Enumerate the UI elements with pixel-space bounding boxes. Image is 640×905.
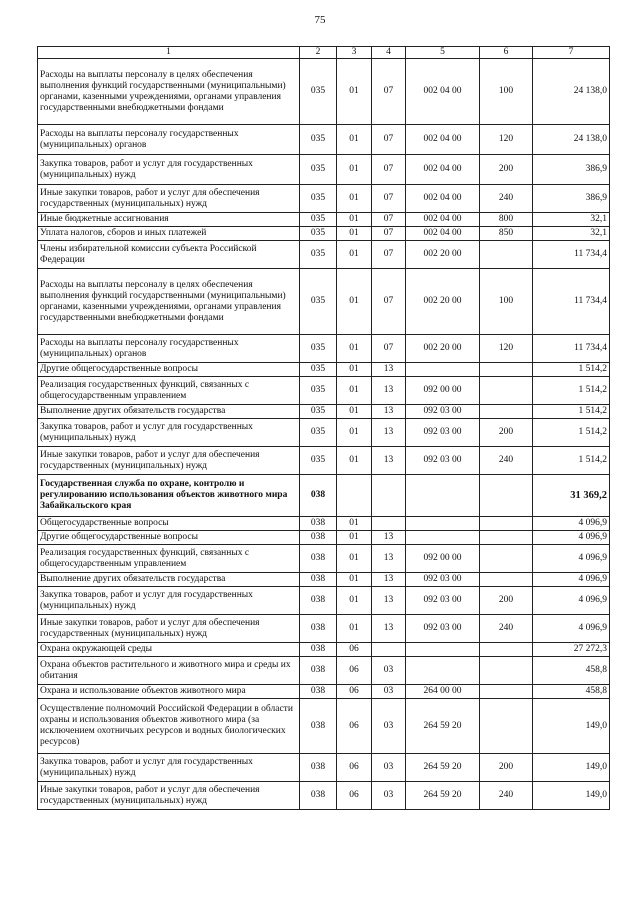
row-sum-cell: 4 096,9 <box>533 517 610 531</box>
row-sum-cell: 386,9 <box>533 185 610 213</box>
row-csr-cell: 092 03 00 <box>406 405 480 419</box>
row-vr-cell: 800 <box>480 213 533 227</box>
row-csr-cell: 264 59 20 <box>406 699 480 754</box>
row-csr-cell: 002 04 00 <box>406 125 480 155</box>
row-pr-cell: 07 <box>372 185 406 213</box>
row-name-cell: Расходы на выплаты персоналу государственных (муниципальных) органов <box>38 125 300 155</box>
row-name-cell: Иные бюджетные ассигнования <box>38 213 300 227</box>
row-csr-cell: 092 03 00 <box>406 587 480 615</box>
row-pr-cell: 07 <box>372 227 406 241</box>
row-sum-cell: 31 369,2 <box>533 475 610 517</box>
table-row <box>38 227 610 241</box>
row-pr-cell: 07 <box>372 125 406 155</box>
table-row <box>38 545 610 573</box>
row-sum-cell: 149,0 <box>533 782 610 810</box>
row-name-cell: Общегосударственные вопросы <box>38 517 300 531</box>
row-name-cell: Выполнение других обязательств государства <box>38 405 300 419</box>
row-sum-cell: 1 514,2 <box>533 419 610 447</box>
row-pr-cell: 13 <box>372 447 406 475</box>
row-rz-cell: 01 <box>337 545 372 573</box>
row-sum-cell: 24 138,0 <box>533 59 610 125</box>
row-vr-cell <box>480 475 533 517</box>
row-sum-cell: 1 514,2 <box>533 363 610 377</box>
row-vr-cell: 120 <box>480 335 533 363</box>
row-name-cell: Расходы на выплаты персоналу государственных (муниципальных) органов <box>38 335 300 363</box>
row-name-cell: Закупка товаров, работ и услуг для государственных (муниципальных) нужд <box>38 419 300 447</box>
row-ved-cell: 038 <box>300 573 337 587</box>
row-sum-cell: 11 734,4 <box>533 269 610 335</box>
row-sum-cell: 458,8 <box>533 685 610 699</box>
row-csr-cell: 002 04 00 <box>406 185 480 213</box>
row-pr-cell: 13 <box>372 377 406 405</box>
row-csr-cell <box>406 531 480 545</box>
row-name-cell: Расходы на выплаты персоналу в целях обеспечения выполнения функций государственными (муниципальными) органами, казенными учреждениями, органами управления государственными внебюджетными фондами <box>38 269 300 335</box>
row-rz-cell: 01 <box>337 59 372 125</box>
row-rz-cell: 01 <box>337 185 372 213</box>
row-ved-cell: 038 <box>300 685 337 699</box>
row-vr-cell <box>480 657 533 685</box>
row-ved-cell: 035 <box>300 419 337 447</box>
row-ved-cell: 035 <box>300 377 337 405</box>
row-vr-cell <box>480 363 533 377</box>
row-vr-cell <box>480 405 533 419</box>
row-rz-cell: 01 <box>337 125 372 155</box>
row-vr-cell: 200 <box>480 754 533 782</box>
row-ved-cell: 038 <box>300 475 337 517</box>
row-ved-cell: 038 <box>300 545 337 573</box>
table-row <box>38 241 610 269</box>
row-sum-cell: 32,1 <box>533 213 610 227</box>
row-vr-cell <box>480 517 533 531</box>
row-name-cell: Государственная служба по охране, контролю и регулированию использования объектов животного мира Забайкальского края <box>38 475 300 517</box>
row-sum-cell: 149,0 <box>533 699 610 754</box>
table-row <box>38 419 610 447</box>
row-vr-cell <box>480 685 533 699</box>
row-vr-cell: 240 <box>480 782 533 810</box>
row-ved-cell: 035 <box>300 269 337 335</box>
row-sum-cell: 149,0 <box>533 754 610 782</box>
row-pr-cell: 03 <box>372 782 406 810</box>
row-rz-cell: 01 <box>337 335 372 363</box>
row-csr-cell: 002 04 00 <box>406 227 480 241</box>
row-pr-cell: 13 <box>372 419 406 447</box>
row-name-cell: Закупка товаров, работ и услуг для государственных (муниципальных) нужд <box>38 754 300 782</box>
row-ved-cell: 035 <box>300 213 337 227</box>
row-rz-cell: 01 <box>337 531 372 545</box>
row-name-cell: Охрана и использование объектов животного мира <box>38 685 300 699</box>
row-vr-cell <box>480 573 533 587</box>
row-sum-cell: 1 514,2 <box>533 377 610 405</box>
table-row <box>38 685 610 699</box>
row-csr-cell: 264 59 20 <box>406 782 480 810</box>
row-sum-cell: 1 514,2 <box>533 405 610 419</box>
row-sum-cell: 27 272,3 <box>533 643 610 657</box>
table-row <box>38 699 610 754</box>
row-pr-cell: 13 <box>372 405 406 419</box>
table-row <box>38 269 610 335</box>
row-vr-cell <box>480 531 533 545</box>
row-sum-cell: 32,1 <box>533 227 610 241</box>
row-csr-cell <box>406 643 480 657</box>
row-sum-cell: 4 096,9 <box>533 545 610 573</box>
header-col-5: 5 <box>406 47 480 59</box>
row-rz-cell: 06 <box>337 657 372 685</box>
row-name-cell: Уплата налогов, сборов и иных платежей <box>38 227 300 241</box>
row-ved-cell: 038 <box>300 517 337 531</box>
table-row <box>38 587 610 615</box>
row-ved-cell: 035 <box>300 155 337 185</box>
row-pr-cell <box>372 517 406 531</box>
row-pr-cell: 13 <box>372 615 406 643</box>
row-name-cell: Другие общегосударственные вопросы <box>38 363 300 377</box>
row-pr-cell: 07 <box>372 241 406 269</box>
row-name-cell: Закупка товаров, работ и услуг для государственных (муниципальных) нужд <box>38 587 300 615</box>
row-rz-cell: 01 <box>337 587 372 615</box>
row-csr-cell: 002 20 00 <box>406 241 480 269</box>
table-row <box>38 125 610 155</box>
row-name-cell: Выполнение других обязательств государства <box>38 573 300 587</box>
table-row <box>38 447 610 475</box>
row-vr-cell <box>480 545 533 573</box>
row-pr-cell: 13 <box>372 363 406 377</box>
row-ved-cell: 035 <box>300 59 337 125</box>
table-row <box>38 615 610 643</box>
table-row <box>38 517 610 531</box>
row-pr-cell <box>372 643 406 657</box>
row-vr-cell <box>480 643 533 657</box>
row-rz-cell: 06 <box>337 699 372 754</box>
row-rz-cell: 01 <box>337 615 372 643</box>
row-rz-cell: 06 <box>337 643 372 657</box>
row-rz-cell: 06 <box>337 754 372 782</box>
row-name-cell: Расходы на выплаты персоналу в целях обеспечения выполнения функций государственными (муниципальными) органами, казенными учреждениями, органами управления государственными внебюджетными фондами <box>38 59 300 125</box>
row-name-cell: Иные закупки товаров, работ и услуг для обеспечения государственных (муниципальных) нужд <box>38 447 300 475</box>
row-vr-cell <box>480 699 533 754</box>
row-sum-cell: 11 734,4 <box>533 241 610 269</box>
row-name-cell: Другие общегосударственные вопросы <box>38 531 300 545</box>
row-name-cell: Иные закупки товаров, работ и услуг для обеспечения государственных (муниципальных) нужд <box>38 185 300 213</box>
row-pr-cell: 03 <box>372 657 406 685</box>
row-csr-cell: 002 04 00 <box>406 213 480 227</box>
row-ved-cell: 038 <box>300 615 337 643</box>
row-name-cell: Члены избирательной комиссии субъекта Российской Федерации <box>38 241 300 269</box>
row-ved-cell: 035 <box>300 447 337 475</box>
row-pr-cell: 13 <box>372 545 406 573</box>
row-rz-cell: 01 <box>337 363 372 377</box>
row-csr-cell: 264 59 20 <box>406 754 480 782</box>
row-rz-cell: 01 <box>337 227 372 241</box>
table-row <box>38 213 610 227</box>
row-rz-cell: 01 <box>337 377 372 405</box>
row-sum-cell: 24 138,0 <box>533 125 610 155</box>
row-csr-cell: 092 03 00 <box>406 419 480 447</box>
row-pr-cell: 07 <box>372 269 406 335</box>
row-rz-cell: 01 <box>337 155 372 185</box>
row-ved-cell: 038 <box>300 587 337 615</box>
table-row <box>38 573 610 587</box>
row-rz-cell: 01 <box>337 419 372 447</box>
row-name-cell: Иные закупки товаров, работ и услуг для обеспечения государственных (муниципальных) нужд <box>38 782 300 810</box>
header-col-4: 4 <box>372 47 406 59</box>
row-pr-cell: 03 <box>372 699 406 754</box>
header-col-1: 1 <box>38 47 300 59</box>
row-sum-cell: 386,9 <box>533 155 610 185</box>
row-csr-cell: 264 00 00 <box>406 685 480 699</box>
table-row <box>38 643 610 657</box>
row-name-cell: Реализация государственных функций, связанных с общегосударственным управлением <box>38 545 300 573</box>
row-pr-cell <box>372 475 406 517</box>
row-pr-cell: 13 <box>372 587 406 615</box>
row-rz-cell <box>337 475 372 517</box>
row-rz-cell: 06 <box>337 782 372 810</box>
row-vr-cell: 200 <box>480 587 533 615</box>
row-vr-cell: 850 <box>480 227 533 241</box>
budget-table <box>37 46 610 810</box>
row-csr-cell: 002 20 00 <box>406 335 480 363</box>
row-pr-cell: 03 <box>372 754 406 782</box>
row-pr-cell: 13 <box>372 573 406 587</box>
table-row <box>38 363 610 377</box>
row-sum-cell: 4 096,9 <box>533 573 610 587</box>
row-rz-cell: 06 <box>337 685 372 699</box>
row-pr-cell: 07 <box>372 59 406 125</box>
row-csr-cell: 092 03 00 <box>406 447 480 475</box>
header-col-6: 6 <box>480 47 533 59</box>
row-sum-cell: 1 514,2 <box>533 447 610 475</box>
row-pr-cell: 03 <box>372 685 406 699</box>
row-name-cell: Осуществление полномочий Российской Федерации в области охраны и использования объектов животного мира (за исключением охотничьих ресурсов и водных биологических ресурсов) <box>38 699 300 754</box>
row-csr-cell <box>406 363 480 377</box>
row-ved-cell: 035 <box>300 335 337 363</box>
row-sum-cell: 4 096,9 <box>533 531 610 545</box>
table-row <box>38 475 610 517</box>
row-pr-cell: 07 <box>372 213 406 227</box>
row-csr-cell: 092 03 00 <box>406 573 480 587</box>
row-name-cell: Иные закупки товаров, работ и услуг для обеспечения государственных (муниципальных) нужд <box>38 615 300 643</box>
row-rz-cell: 01 <box>337 405 372 419</box>
row-csr-cell: 092 00 00 <box>406 377 480 405</box>
table-row <box>38 377 610 405</box>
row-vr-cell: 120 <box>480 125 533 155</box>
row-ved-cell: 038 <box>300 657 337 685</box>
row-csr-cell: 002 04 00 <box>406 59 480 125</box>
row-rz-cell: 01 <box>337 447 372 475</box>
row-rz-cell: 01 <box>337 269 372 335</box>
row-csr-cell <box>406 475 480 517</box>
row-rz-cell: 01 <box>337 241 372 269</box>
row-rz-cell: 01 <box>337 517 372 531</box>
row-vr-cell: 240 <box>480 615 533 643</box>
row-vr-cell: 100 <box>480 269 533 335</box>
row-ved-cell: 035 <box>300 405 337 419</box>
row-csr-cell: 002 04 00 <box>406 155 480 185</box>
table-row <box>38 185 610 213</box>
table-row <box>38 405 610 419</box>
header-col-2: 2 <box>300 47 337 59</box>
row-ved-cell: 038 <box>300 754 337 782</box>
row-ved-cell: 035 <box>300 185 337 213</box>
row-ved-cell: 038 <box>300 643 337 657</box>
row-rz-cell: 01 <box>337 213 372 227</box>
row-sum-cell: 11 734,4 <box>533 335 610 363</box>
row-pr-cell: 07 <box>372 335 406 363</box>
row-pr-cell: 07 <box>372 155 406 185</box>
page-number: 75 <box>314 14 326 26</box>
row-ved-cell: 038 <box>300 699 337 754</box>
row-vr-cell: 200 <box>480 419 533 447</box>
row-sum-cell: 4 096,9 <box>533 587 610 615</box>
row-name-cell: Реализация государственных функций, связанных с общегосударственным управлением <box>38 377 300 405</box>
row-csr-cell: 092 00 00 <box>406 545 480 573</box>
table-row <box>38 657 610 685</box>
table-header-row <box>38 47 610 59</box>
row-name-cell: Закупка товаров, работ и услуг для государственных (муниципальных) нужд <box>38 155 300 185</box>
row-vr-cell: 200 <box>480 155 533 185</box>
row-name-cell: Охрана окружающей среды <box>38 643 300 657</box>
row-sum-cell: 458,8 <box>533 657 610 685</box>
row-ved-cell: 035 <box>300 227 337 241</box>
row-csr-cell <box>406 517 480 531</box>
table-row <box>38 59 610 125</box>
header-col-7: 7 <box>533 47 610 59</box>
table-row <box>38 782 610 810</box>
row-vr-cell <box>480 377 533 405</box>
row-vr-cell <box>480 241 533 269</box>
header-col-3: 3 <box>337 47 372 59</box>
row-vr-cell: 240 <box>480 185 533 213</box>
table-row <box>38 155 610 185</box>
row-vr-cell: 100 <box>480 59 533 125</box>
row-csr-cell: 092 03 00 <box>406 615 480 643</box>
row-rz-cell: 01 <box>337 573 372 587</box>
table-row <box>38 754 610 782</box>
row-ved-cell: 035 <box>300 241 337 269</box>
row-ved-cell: 035 <box>300 125 337 155</box>
row-vr-cell: 240 <box>480 447 533 475</box>
row-ved-cell: 035 <box>300 363 337 377</box>
table-body <box>38 59 610 810</box>
table-row <box>38 531 610 545</box>
row-pr-cell: 13 <box>372 531 406 545</box>
row-name-cell: Охрана объектов растительного и животного мира и среды их обитания <box>38 657 300 685</box>
row-csr-cell: 002 20 00 <box>406 269 480 335</box>
row-sum-cell: 4 096,9 <box>533 615 610 643</box>
row-ved-cell: 038 <box>300 531 337 545</box>
row-ved-cell: 038 <box>300 782 337 810</box>
table-row <box>38 335 610 363</box>
row-csr-cell <box>406 657 480 685</box>
